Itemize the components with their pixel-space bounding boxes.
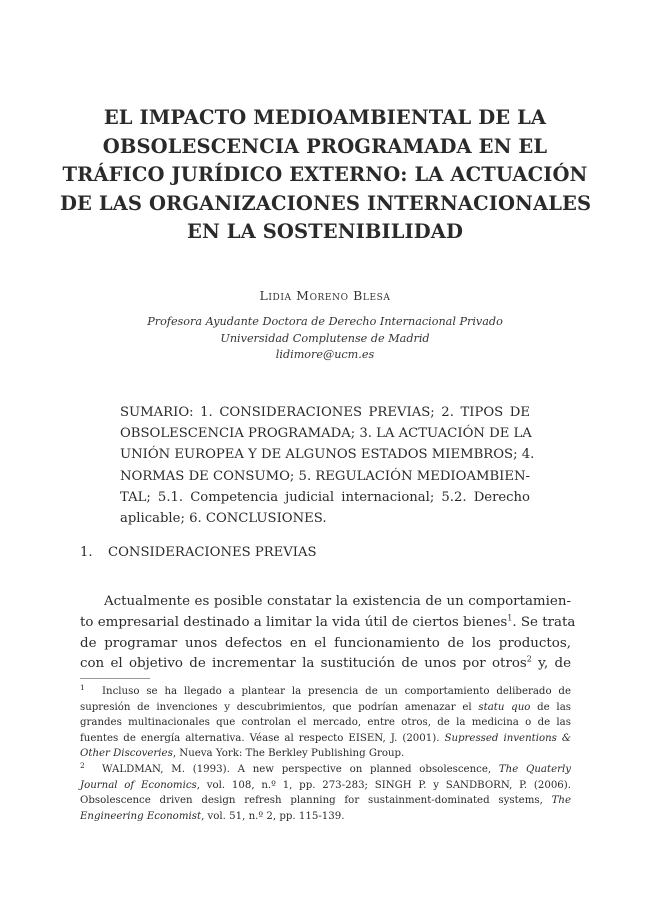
body-text: to empresarial destinado a limitar la vida útil de ciertos bienes — [80, 614, 508, 630]
footnote-2-line — [80, 793, 571, 809]
footnote-italic: statu quo — [478, 701, 531, 713]
footnote-1-line: grandes multinacionales que controlan el mercado, entre otros, de la medicina o de las — [80, 717, 571, 729]
article-title — [60, 104, 590, 247]
author-position: Profesora Ayudante Doctora de Derecho Internacional Privado — [147, 315, 503, 328]
author-university: Universidad Complutense de Madrid — [220, 331, 430, 345]
footnote-text: , vol. 108, n.º 1, pp. 273-283; SINGH P. y SANDBORN, P. (2006). — [196, 779, 571, 791]
footnote-2-line — [80, 778, 571, 794]
title-line: DE LAS ORGANIZACIONES INTERNACIONALES — [60, 191, 592, 215]
summary-line: SUMARIO: 1. CONSIDERACIONES PREVIAS; 2. TIPOS DE — [120, 405, 530, 420]
section-number: 1. — [80, 545, 93, 560]
footnote-2-line — [80, 809, 571, 825]
body-line: de programar unos defectos en el funcionamiento de los productos, — [80, 635, 571, 651]
footnote-1-line — [80, 731, 571, 747]
summary-line: OBSOLESCENCIA PROGRAMADA; 3. LA ACTUACIÓN DE LA — [120, 426, 532, 442]
body-paragraph — [80, 592, 576, 675]
footnote-1-line — [80, 746, 571, 762]
body-line: Actualmente es posible constatar la existencia de un comportamien- — [104, 594, 571, 609]
footnote-text: WALDMAN, M. (1993). A new perspective on planned obsolescence, — [102, 763, 499, 775]
author-affiliation — [0, 314, 650, 364]
author-email: lidimore@ucm.es — [275, 348, 375, 361]
footnote-text: Incluso se ha llegado a plantear la presencia de un comportamiento deliberado de — [102, 686, 571, 697]
footnote-italic: Journal of Economics — [80, 779, 197, 791]
body-line — [80, 654, 571, 675]
footnote-text: Obsolescence driven design refresh planning for sustainment-dominated systems, — [80, 795, 552, 807]
section-heading — [80, 545, 317, 560]
footnote-text: fuentes de energía alternativa. Véase al respecto EISEN, J. (2001). — [80, 732, 445, 744]
title-line: EN LA SOSTENIBILIDAD — [187, 220, 463, 243]
title-line: TRÁFICO JURÍDICO EXTERNO: LA ACTUACIÓN — [62, 163, 588, 186]
footnote-italic: The Quaterly — [498, 763, 571, 775]
footnote-ref[interactable]: 2 — [526, 654, 532, 664]
footnote-italic: Engineering Economist — [80, 810, 202, 822]
footnote-text: supresión de invenciones y descubrimientos, que podrían amenazar el — [80, 701, 479, 713]
body-text: con el objetivo de incrementar la sustitución de unos por otros — [80, 656, 527, 672]
footnote-italic: Supressed inventions & — [444, 732, 571, 744]
footnote-text: , vol. 51, n.º 2, pp. 115-139. — [201, 810, 345, 822]
body-line — [80, 613, 576, 634]
footnote-text: de las — [530, 701, 571, 713]
title-line: OBSOLESCENCIA PROGRAMADA EN EL — [102, 134, 548, 158]
section-title: CONSIDERACIONES PREVIAS — [108, 545, 317, 560]
footnote-2-line: 2 WALDMAN, M. (1993). A new perspective on planned obsolescence, The Quaterly — [80, 760, 571, 775]
author-name: Lidia Moreno Blesa — [259, 288, 391, 303]
footnote-italic: The — [551, 795, 571, 807]
footnote-italic: Other Discoveries — [80, 748, 173, 760]
title-line: EL IMPACTO MEDIOAMBIENTAL DE LA — [103, 106, 547, 129]
footnote-1-line — [80, 700, 571, 716]
summary-line: UNIÓN EUROPEA Y DE ALGUNOS ESTADOS MIEMBROS; 4. — [120, 447, 535, 463]
footnote-separator — [80, 678, 150, 679]
summary-line: TAL; 5.1. Competencia judicial internacional; 5.2. Derecho — [120, 489, 530, 505]
summary-line: aplicable; 6. CONCLUSIONES. — [120, 511, 327, 527]
footnote-text: , Nueva York: The Berkley Publishing Group. — [172, 748, 405, 760]
body-text: . Se trata — [512, 614, 576, 630]
summary-block — [120, 402, 535, 529]
body-text: y, de — [531, 656, 571, 672]
summary-line: NORMAS DE CONSUMO; 5. REGULACIÓN MEDIOAMBIEN- — [120, 468, 530, 484]
footnotes — [80, 684, 571, 824]
footnote-ref[interactable]: 1 — [507, 613, 513, 623]
footnote-1-line: 1 Incluso se ha llegado a plantear la presencia de un comportamiento deliberado de — [80, 682, 571, 697]
